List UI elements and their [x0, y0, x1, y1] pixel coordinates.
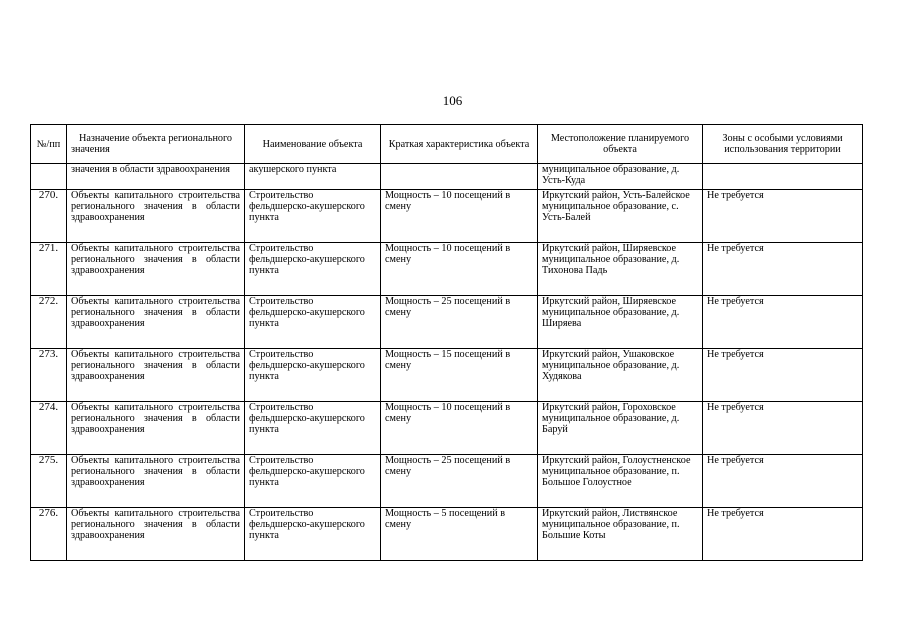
header-num: №/пп [31, 125, 67, 164]
cell-location: Иркутский район, Ширяевское муниципальное образование, д. Тихонова Падь [538, 243, 703, 296]
cell-characteristic: Мощность – 10 посещений в смену [381, 190, 538, 243]
cell-name: Строительство фельдшерско-акушерского пункта [245, 243, 381, 296]
cell-num: 274. [31, 402, 67, 455]
cell-purpose: Объекты капитального строительства регионального значения в области здравоохранения [67, 296, 245, 349]
cell-characteristic: Мощность – 10 посещений в смену [381, 402, 538, 455]
cell-characteristic: Мощность – 15 посещений в смену [381, 349, 538, 402]
cell-location: Иркутский район, Гороховское муниципальное образование, д. Баруй [538, 402, 703, 455]
table-row [31, 455, 863, 508]
cell-name: Строительство фельдшерско-акушерского пункта [245, 190, 381, 243]
cell-zones [703, 164, 863, 190]
cell-num: 271. [31, 243, 67, 296]
table-header-row [31, 125, 863, 164]
cell-zones: Не требуется [703, 508, 863, 561]
cell-characteristic [381, 164, 538, 190]
table-row [31, 402, 863, 455]
cell-purpose: Объекты капитального строительства регионального значения в области здравоохранения [67, 349, 245, 402]
cell-purpose: Объекты капитального строительства регионального значения в области здравоохранения [67, 190, 245, 243]
table-row [31, 243, 863, 296]
cell-characteristic: Мощность – 5 посещений в смену [381, 508, 538, 561]
table-row [31, 508, 863, 561]
regional-objects-table [30, 124, 863, 561]
cell-name: Строительство фельдшерско-акушерского пункта [245, 349, 381, 402]
table-row [31, 349, 863, 402]
cell-num: 272. [31, 296, 67, 349]
cell-name: акушерского пункта [245, 164, 381, 190]
cell-location: Иркутский район, Ушаковское муниципальное образование, д. Худякова [538, 349, 703, 402]
cell-purpose: Объекты капитального строительства регионального значения в области здравоохранения [67, 455, 245, 508]
table-row [31, 190, 863, 243]
cell-zones: Не требуется [703, 296, 863, 349]
cell-location: Иркутский район, Голоустненское муниципальное образование, п. Большое Голоустное [538, 455, 703, 508]
cell-name: Строительство фельдшерско-акушерского пункта [245, 455, 381, 508]
header-zones: Зоны с особыми условиями использования территории [703, 125, 863, 164]
cell-name: Строительство фельдшерско-акушерского пункта [245, 296, 381, 349]
cell-location: Иркутский район, Усть-Балейское муниципальное образование, с. Усть-Балей [538, 190, 703, 243]
cell-name: Строительство фельдшерско-акушерского пункта [245, 402, 381, 455]
cell-num: 276. [31, 508, 67, 561]
header-name: Наименование объекта [245, 125, 381, 164]
cell-name: Строительство фельдшерско-акушерского пункта [245, 508, 381, 561]
cell-purpose: Объекты капитального строительства регионального значения в области здравоохранения [67, 508, 245, 561]
cell-location: Иркутский район, Листвянское муниципальное образование, п. Большие Коты [538, 508, 703, 561]
cell-characteristic: Мощность – 25 посещений в смену [381, 296, 538, 349]
cell-num: 273. [31, 349, 67, 402]
table-row-continuation [31, 164, 863, 190]
cell-zones: Не требуется [703, 243, 863, 296]
cell-purpose: значения в области здравоохранения [67, 164, 245, 190]
header-location: Местоположение планируемого объекта [538, 125, 703, 164]
cell-zones: Не требуется [703, 349, 863, 402]
cell-purpose: Объекты капитального строительства регионального значения в области здравоохранения [67, 243, 245, 296]
cell-purpose: Объекты капитального строительства регионального значения в области здравоохранения [67, 402, 245, 455]
cell-num: 270. [31, 190, 67, 243]
cell-characteristic: Мощность – 25 посещений в смену [381, 455, 538, 508]
cell-location: Иркутский район, Ширяевское муниципальное образование, д. Ширяева [538, 296, 703, 349]
cell-zones: Не требуется [703, 190, 863, 243]
page-number: 106 [442, 93, 463, 108]
cell-num [31, 164, 67, 190]
cell-zones: Не требуется [703, 402, 863, 455]
header-characteristic: Краткая характеристика объекта [381, 125, 538, 164]
table-row [31, 296, 863, 349]
cell-location: муниципальное образование, д. Усть-Куда [538, 164, 703, 190]
cell-zones: Не требуется [703, 455, 863, 508]
cell-characteristic: Мощность – 10 посещений в смену [381, 243, 538, 296]
header-purpose: Назначение объекта регионального значения [67, 125, 245, 164]
cell-num: 275. [31, 455, 67, 508]
